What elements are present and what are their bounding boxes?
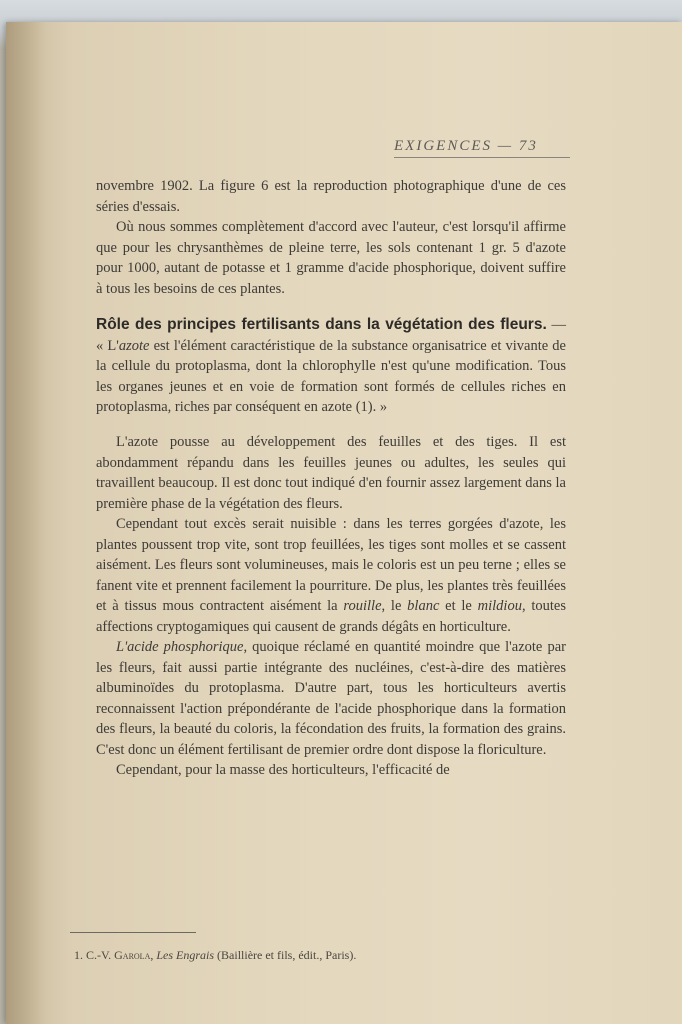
footnote-rule [70,932,196,933]
paragraph-5-d: , toutes affections cryptogamiques qui causent de grands dégâts en horticulture. [96,598,567,635]
running-head: EXIGENCES — 73 [394,138,570,158]
paragraph-3-rest: est l'élément caractéristique de la substance organisatrice et vivante de la cellule du protoplasma, dont la chlorophylle n'est qu'une modification. Tous les organes jeunes et en voie de formation sont formés de cellules riches en protoplasma, riches par conséquent en azote (1). » [96,337,566,415]
paragraph-3-em-azote: azote [118,337,150,354]
paragraph-6 [96,637,566,760]
section-heading: Rôle des principes fertilisants dans la végétation des fleurs. [96,316,547,333]
paragraph-6-em-acide: L'acide phosphorique [116,639,244,655]
paragraph-6-rest: , quoique réclamé en quantité moindre que l'azote par les fleurs, fait aussi partie intégrante des nucléines, c'est-à-dire des matières albuminoïdes du protoplasma. D'autre part, tous les horticulteurs avertis reconnaissent l'action prépondérante de l'acide phosphorique dans la formation des fleurs, la beauté du coloris, la fécondation des fruits, la formation des grains. C'est donc un élément fertilisant de premier ordre dont dispose la floriculture. [96,639,566,758]
paragraph-3 [96,315,566,418]
paragraph-5 [96,514,566,637]
footnote-author: C.-V. Garola [86,948,151,962]
paragraph-5-em-rouille: rouille [343,598,382,614]
paragraph-5-c: et le [439,598,478,614]
footnote [74,948,356,963]
footnote-rest: (Baillière et fils, édit., Paris). [214,948,357,962]
footnote-number: 1. [74,948,83,962]
body-text [96,176,566,781]
paragraph-5-a: Cependant tout excès serait nuisible : dans les terres gorgées d'azote, les plantes poussent trop vite, sont trop feuillées, les tiges sont molles et se cassent aisément. Les fleurs sont volumineuses, mais le coloris est un peu terne ; elles se fanent vite et prennent facilement la pourriture. De plus, les plantes très feuillées et à tissus mous contractent aisément la [96,516,566,614]
paragraph-7: Cependant, pour la masse des horticulteurs, l'efficacité de [116,762,450,778]
paragraph-5-em-blanc: blanc [407,598,440,614]
paragraph-4: L'azote pousse au développement des feuilles et des tiges. Il est abondamment répandu dans les feuilles jeunes ou adultes, les seules qui travaillent beaucoup. Il est donc tout indiqué d'en fournir assez largement dans la première phase de la végétation des fleurs. [96,434,566,512]
page-fold-shadow [6,22,46,1024]
paragraph-3-lead: — « L' [96,317,566,354]
paragraph-1: novembre 1902. La figure 6 est la reproduction photographique d'une de ces séries d'essais. [96,178,566,215]
footnote-title: Les Engrais [156,948,215,962]
footnote-separator: , [150,948,157,962]
paragraph-5-em-mildiou: mildiou [477,598,522,614]
paragraph-2: Où nous sommes complètement d'accord avec l'auteur, c'est lorsqu'il affirme que pour les chrysanthèmes de pleine terre, les sols contenant 1 gr. 5 d'azote pour 1000, autant de potasse et 1 gramme d'acide phosphorique, doivent suffire à tous les besoins de ces plantes. [96,219,566,297]
paragraph-5-b: , le [381,598,408,614]
